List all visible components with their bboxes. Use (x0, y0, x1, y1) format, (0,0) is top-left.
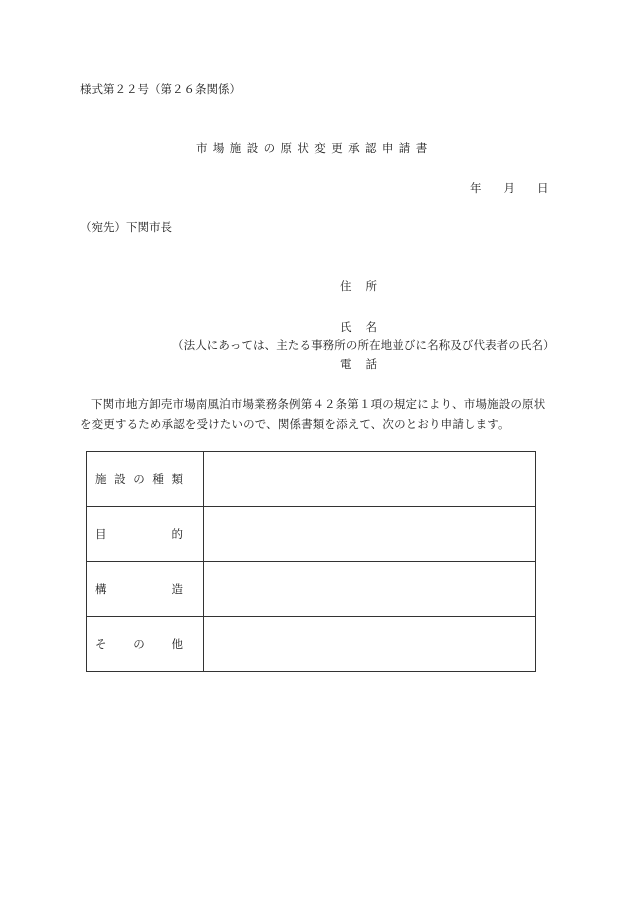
row-label-facility-type (87, 452, 204, 507)
table-row (87, 562, 536, 617)
addressee: （宛先）下関市長 (80, 220, 172, 234)
label-char: 構 (95, 582, 107, 596)
label-char: の (133, 637, 145, 651)
date-year: 年 (470, 181, 482, 195)
label-char: 造 (171, 582, 183, 596)
name-note: （法人にあっては、主たる事務所の所在地並びに名称及び代表者の氏名） (172, 338, 555, 352)
row-label-structure (87, 562, 204, 617)
date-day: 日 (537, 181, 549, 195)
name-label: 氏名 (340, 320, 391, 334)
label-char: 設 (114, 472, 126, 486)
label-char: 類 (171, 472, 183, 486)
row-label-purpose (87, 507, 204, 562)
label-char: 施 (95, 472, 107, 486)
address-label: 住所 (340, 279, 391, 293)
application-body-text: 下関市地方卸売市場南風泊市場業務条例第４２条第１項の規定により、市場施設の原状を変更するため承認を受けたいので、関係書類を添えて、次のとおり申請します。 (80, 397, 546, 431)
table-row (87, 617, 536, 672)
row-label-other (87, 617, 204, 672)
label-char: 他 (171, 637, 183, 651)
label-char: そ (95, 637, 107, 651)
row-value-facility-type[interactable] (204, 452, 536, 507)
label-char: 種 (152, 472, 164, 486)
phone-label: 電話 (340, 357, 391, 371)
application-detail-table (86, 451, 536, 672)
row-value-purpose[interactable] (204, 507, 536, 562)
form-number: 様式第２２号（第２６条関係） (80, 82, 241, 96)
label-char: 目 (95, 527, 107, 541)
date-month: 月 (503, 181, 515, 195)
table-row (87, 452, 536, 507)
row-value-other[interactable] (204, 617, 536, 672)
table-row (87, 507, 536, 562)
label-char: の (133, 472, 145, 486)
row-value-structure[interactable] (204, 562, 536, 617)
label-char: 的 (171, 527, 183, 541)
date-line (470, 180, 549, 196)
document-title: 市場施設の原状変更承認申請書 (196, 141, 433, 155)
